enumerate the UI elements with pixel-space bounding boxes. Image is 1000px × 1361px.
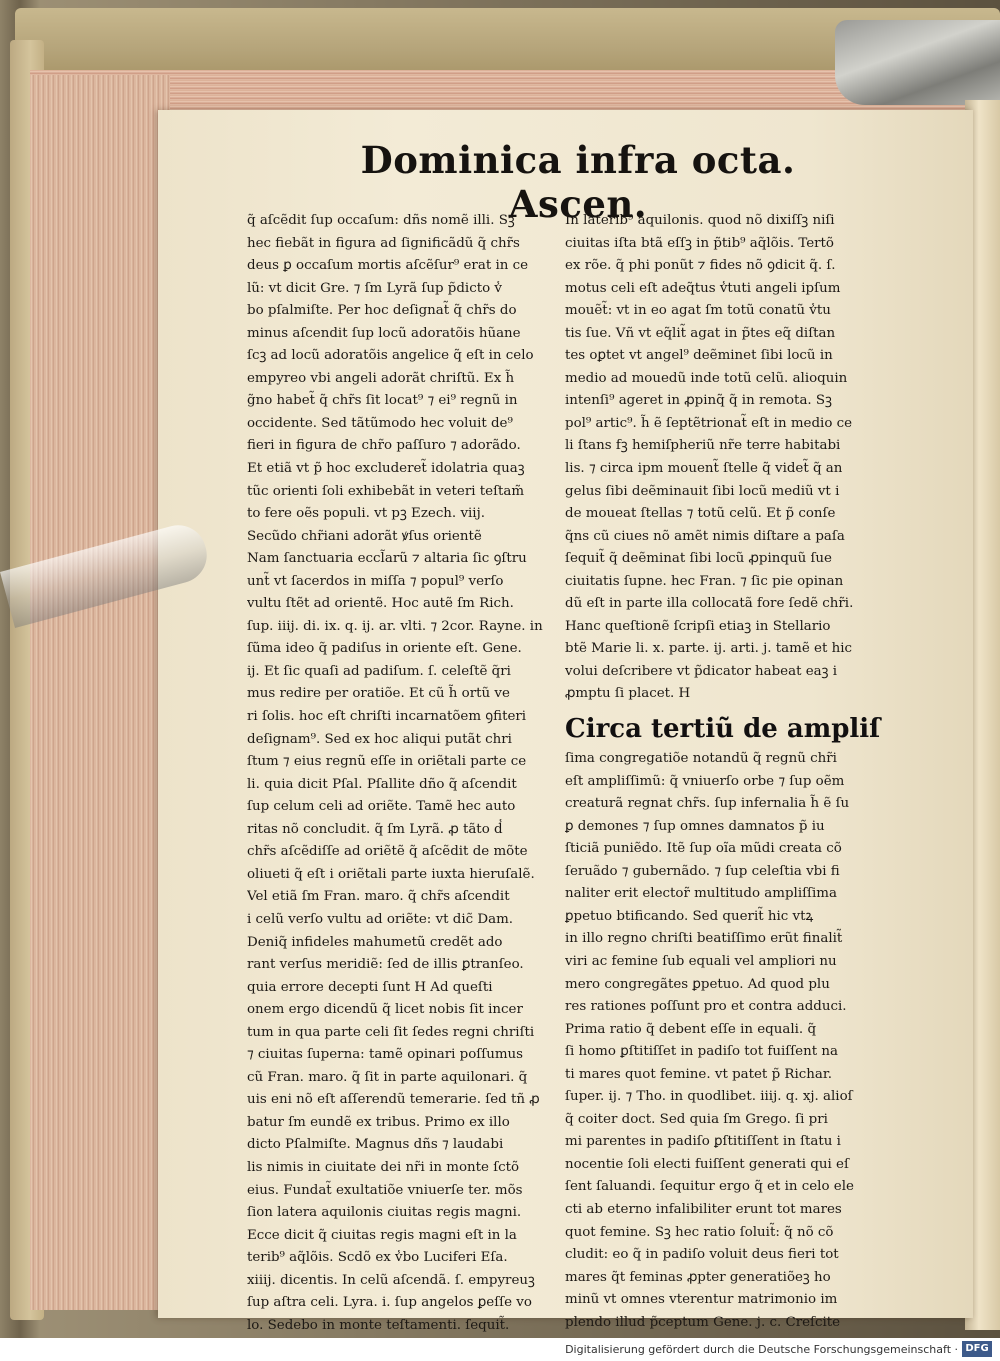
text-line: mares q̃t feminas ꝓpter generatiõeꝫ ho (565, 1269, 831, 1285)
text-column-right (565, 210, 881, 1334)
text-line: cũ Fran. maro. q̃ ſit in parte aquilonari. q̃ (247, 1069, 528, 1085)
text-line: ti mares quot femine. vt patet p̃ Richar. (565, 1066, 833, 1082)
page-edges-top (30, 70, 970, 110)
text-line: ſticiã puniẽdo. Itẽ ſup oĩa mũdi creata cõ (565, 841, 842, 857)
text-line: quot femine. Sꝫ hec ratio ſoluit̃: q̃ nõ cõ (565, 1224, 834, 1240)
text-line: ſũma ideo q̃ padiſus in oriente eſt. Gene. (247, 641, 522, 657)
text-line: Et etiã vt p̃ hoc excluderet̃ idolatria quaꝫ (247, 461, 525, 477)
text-line: ſup celum celi ad oriẽte. Tamẽ hec auto (247, 799, 516, 815)
text-line: ex rõe. q̃ phi ponũt ⁊ fides nõ ꝯdicit q̃. ſ. (565, 258, 836, 274)
text-line: batur ſm eundẽ ex tribus. Primo ex illo (247, 1114, 510, 1130)
text-line: In laterib⁹ aquilonis. quod nõ dixiſſꝫ niſi (565, 213, 835, 228)
text-line: res rationes poſſunt pro et contra adduci. (565, 999, 847, 1015)
text-line: q̃ aſcẽdit ſup occaſum: dñs nomẽ illi. Sꝫ (247, 213, 515, 228)
text-line: Nam ſanctuaria eccl̃arũ ⁊ altaria ſic ꝯſtru (247, 551, 527, 567)
footer-credit: Digitalisierung gefördert durch die Deutsche Forschungsgemeinschaft · (565, 1343, 958, 1356)
text-line: to fere oẽs populi. vt pꝫ Ezech. viij. (247, 506, 485, 522)
text-line: viri ac femine ſub equali vel ampliori nu (565, 953, 837, 969)
text-line: ritas nõ concludit. q̃ ſm Lyrã. ꝓ tãto d̾ (247, 821, 503, 837)
footer-bar (0, 1338, 1000, 1361)
text-line: Ecce dicit q̃ ciuitas regis magni eſt in la (247, 1227, 517, 1243)
text-block-right-top (565, 210, 861, 706)
text-line: mus redire per oratiõe. Et cũ h̃ ortũ ve (247, 686, 510, 702)
text-line: ij. Et ſic quaſi ad padiſum. ſ. celeſtẽ q̃ri (247, 663, 511, 679)
text-line: xiiij. dicentis. In celũ aſcendã. ſ. empyreuꝫ (247, 1272, 535, 1288)
running-head: Dominica infra octa. Ascen. (360, 138, 796, 226)
text-line: deſignam⁹. Sed ex hoc aliqui putãt chri (247, 731, 512, 747)
text-line: tũc orienti ſoli exhibebãt in veteri teſtam̃ (247, 483, 525, 499)
text-line: cti ab eterno infalibiliter erunt tot mares (565, 1201, 842, 1217)
dfg-logo: DFG (962, 1341, 992, 1357)
text-line: ꝑ demones ⁊ ſup omnes damnatos p̃ iu (565, 818, 825, 834)
text-line: oliueti q̃ eſt i oriẽtali parte iuxta hieruſalẽ. (247, 866, 535, 882)
text-line: empyreo vbi angeli adorãt chriſtũ. Ex h̃ (247, 370, 515, 386)
text-line: ſeruãdo ⁊ gubernãdo. ⁊ ſup celeſtia vbi fi (565, 863, 840, 879)
text-column-left (247, 210, 543, 1337)
text-line: uis eni nõ eſt aſſerendũ temerarie. ſed tñ ꝓ (247, 1092, 540, 1108)
text-line: tes oꝑtet vt angel⁹ deẽminet ſibi locũ in (565, 348, 833, 364)
text-line: minus aſcendit ſup locũ adoratõis hũane (247, 325, 521, 341)
text-line: terib⁹ aq̃lõis. Scdõ ex v̾bo Luciferi Eſa. (247, 1250, 508, 1266)
text-line: ſequit̃ q̃ deẽminat ſibi locũ ꝓpinquũ ſue (565, 551, 832, 567)
text-line: ſup. iiij. di. ix. q. ij. ar. vlti. ⁊ 2cor. Rayne. in (247, 618, 543, 634)
text-line: Deniq̃ infideles mahumetũ credẽt ado (247, 934, 503, 950)
text-line: fieri in figura de chr̃o paſſuro ⁊ adorãdo. (247, 438, 521, 454)
section-heading: Circa tertiũ de ampliſ (565, 714, 881, 745)
text-line: occidente. Sed tãtũmodo hec voluit de⁹ (247, 415, 513, 431)
text-line: volui deſcribere vt p̃dicator habeat eaꝫ i (565, 663, 838, 679)
text-line: mouẽt̃: vt in eo agat ſm totũ conatũ v̾tu (565, 303, 831, 319)
text-line: de moueat ſtellas ⁊ totũ celũ. Et p̃ conſe (565, 506, 836, 522)
text-line: plendo illud p̃ceptum Gene. j. c. Creſcite (565, 1314, 841, 1330)
text-line: btẽ Marie li. x. parte. ij. arti. j. tamẽ et hic (565, 641, 852, 657)
text-line: medio ad mouedũ inde totũ celũ. alioquin (565, 370, 848, 386)
text-line: li ſtans fꝫ hemiſpheriũ nr̃e terre habitabi (565, 438, 841, 454)
text-line: tum in qua parte celi ſit ſedes regni chriſti (247, 1024, 535, 1040)
text-line: nocentie ſoli electi fuiſſent generati qui eſ (565, 1156, 849, 1172)
text-line: lis. ⁊ circa ipm mouent̃ ſtelle q̃ videt̃ q̃ an (565, 461, 843, 477)
text-line: ſup aſtra celi. Lyra. i. ſup angelos ꝑeſſe vo (247, 1295, 532, 1311)
text-line: lo. Sedebo in monte teſtamenti. ſequit̃. (247, 1317, 510, 1333)
metal-clasp (835, 20, 1000, 105)
text-line: intenſi⁹ ageret in ꝓpinq̃ q̃ in remota. Sꝫ (565, 393, 832, 409)
text-line: eſt ampliſſimũ: q̃ vniuerſo orbe ⁊ ſup oẽm (565, 773, 845, 789)
text-line: ſcꝫ ad locũ adoratõis angelice q̃ eſt in celo (247, 348, 534, 364)
text-line: cludit: eo q̃ in padiſo voluit deus fieri tot (565, 1247, 839, 1263)
text-line: rant verſus meridiẽ: ſed de illis ꝑtranſeo. (247, 957, 524, 973)
text-line: lũ: vt dicit Gre. ⁊ ſm Lyrã ſup p̃dicto v̾ (247, 280, 502, 296)
text-line: mi parentes in padiſo ꝑſtitiſſent in ſtatu i (565, 1134, 841, 1150)
text-line: deus ꝑ occaſum mortis aſcẽſur⁹ erat in ce (247, 258, 529, 274)
text-line: q̃ns cũ ciues nõ amẽt nimis diſtare a paſa (565, 528, 845, 544)
text-line: li. quia dicit Pſal. Pſallite dño q̃ aſcendit (247, 776, 517, 792)
text-line: dũ eſt in parte illa collocatã fore ſedẽ chr̃i. (565, 596, 854, 612)
text-line: ꝓmptu ſi placet. H (565, 686, 691, 702)
text-line: i celũ verſo vultu ad oriẽte: vt dic̃ Dam. (247, 911, 514, 927)
text-line: Secũdo chr̃iani adorãt ꝟſus orientẽ (247, 528, 482, 544)
text-block-right-bottom (565, 748, 861, 1334)
text-line: mero congregãtes ꝑpetuo. Ad quod plu (565, 976, 830, 992)
text-line: dicto Pſalmiſte. Magnus dñs ⁊ laudabi (247, 1137, 504, 1153)
text-line: in illo regno chriſti beatiſſimo erũt finalit̃ (565, 931, 843, 947)
text-line: chr̃s aſcẽdiſſe ad oriẽtẽ q̃ aſcẽdit de mõte (247, 844, 528, 860)
text-line: motus celi eſt adeq̃tus v̾tuti angeli ipſum (565, 280, 841, 296)
text-line: eius. Fundat̃ exultatiõe vniuerſe ter. mõs (247, 1182, 523, 1198)
text-line: ſent ſaluandi. ſequitur ergo q̃ et in celo ele (565, 1179, 854, 1195)
text-line: pol⁹ artic⁹. h̃ ẽ ſeptẽtrionat̃ eſt in medio ce (565, 415, 853, 431)
text-line: ꝑpetuo btificando. Sed querit̃ hic vtꝝ (565, 908, 814, 924)
text-line: ſion latera aquilonis ciuitas regis magni. (247, 1205, 522, 1221)
text-line: ſi homo ꝑſtitiſſet in padiſo tot fuiſſent na (565, 1044, 838, 1060)
text-line: naliter erit elector̃ multitudo ampliſſima (565, 886, 837, 902)
text-line: onem ergo dicendũ q̃ licet nobis ſit incer (247, 1002, 523, 1018)
text-line: ciuitas iſta btã eſſꝫ in p̃tib⁹ aq̃lõis. Tertõ (565, 235, 834, 251)
text-line: quia errore decepti ſunt H Ad queſti (247, 979, 493, 995)
text-line: Vel etiã ſm Fran. maro. q̃ chr̃s aſcendit (247, 889, 510, 905)
text-line: ſuper. ij. ⁊ Tho. in quodlibet. iiij. q. xj. alioſ (565, 1089, 853, 1105)
text-line: ſima congregatiõe notandũ q̃ regnũ chr̃i (565, 751, 837, 767)
text-line: g̃no habet̃ q̃ chr̃s ſit locat⁹ ⁊ ei⁹ regnũ in (247, 393, 518, 409)
page-edges-left (30, 75, 170, 1310)
text-line: tis ſue. Vñ vt eq̃lit̃ agat in p̃tes eq̃ diſtan (565, 325, 836, 341)
text-line: lis nimis in ciuitate dei nr̃i in monte ſctõ (247, 1159, 520, 1175)
text-line: ciuitatis ſupne. hec Fran. ⁊ ſic pie opinan (565, 573, 844, 589)
text-line: creaturã regnat chr̃s. ſup infernalia h̃ ẽ ſu (565, 796, 850, 812)
text-line: bo pſalmiſte. Per hoc deſignat̃ q̃ chr̃s do (247, 303, 517, 319)
text-line: hec fiebãt in figura ad ſignificãdũ q̃ chr̃s (247, 235, 520, 251)
text-line: vultu ſtẽt ad orientẽ. Hoc autẽ ſm Rich. (247, 596, 514, 612)
text-line: ⁊ ciuitas ſuperna: tamẽ opinari poſſumus (247, 1047, 524, 1063)
text-line: minũ vt omnes vterentur matrimonio im (565, 1292, 838, 1308)
text-line: ſtum ⁊ eius regnũ eſſe in oriẽtali parte ce (247, 754, 527, 770)
text-line: Prima ratio q̃ debent eſſe in equali. q̃ (565, 1021, 817, 1037)
text-line: unt̃ vt ſacerdos in miſſa ⁊ popul⁹ verſo (247, 573, 504, 589)
text-line: gelus ſibi deẽminauit ſibi locũ mediũ vt i (565, 483, 840, 499)
text-line: ri ſolis. hoc eſt chriſti incarnatõem ꝯfiteri (247, 709, 527, 725)
text-line: q̃ coiter doct. Sed quia ſm Grego. ſi pri (565, 1111, 828, 1127)
text-line: Hanc queſtionẽ ſcripſi etiaꝫ in Stellario (565, 618, 831, 634)
